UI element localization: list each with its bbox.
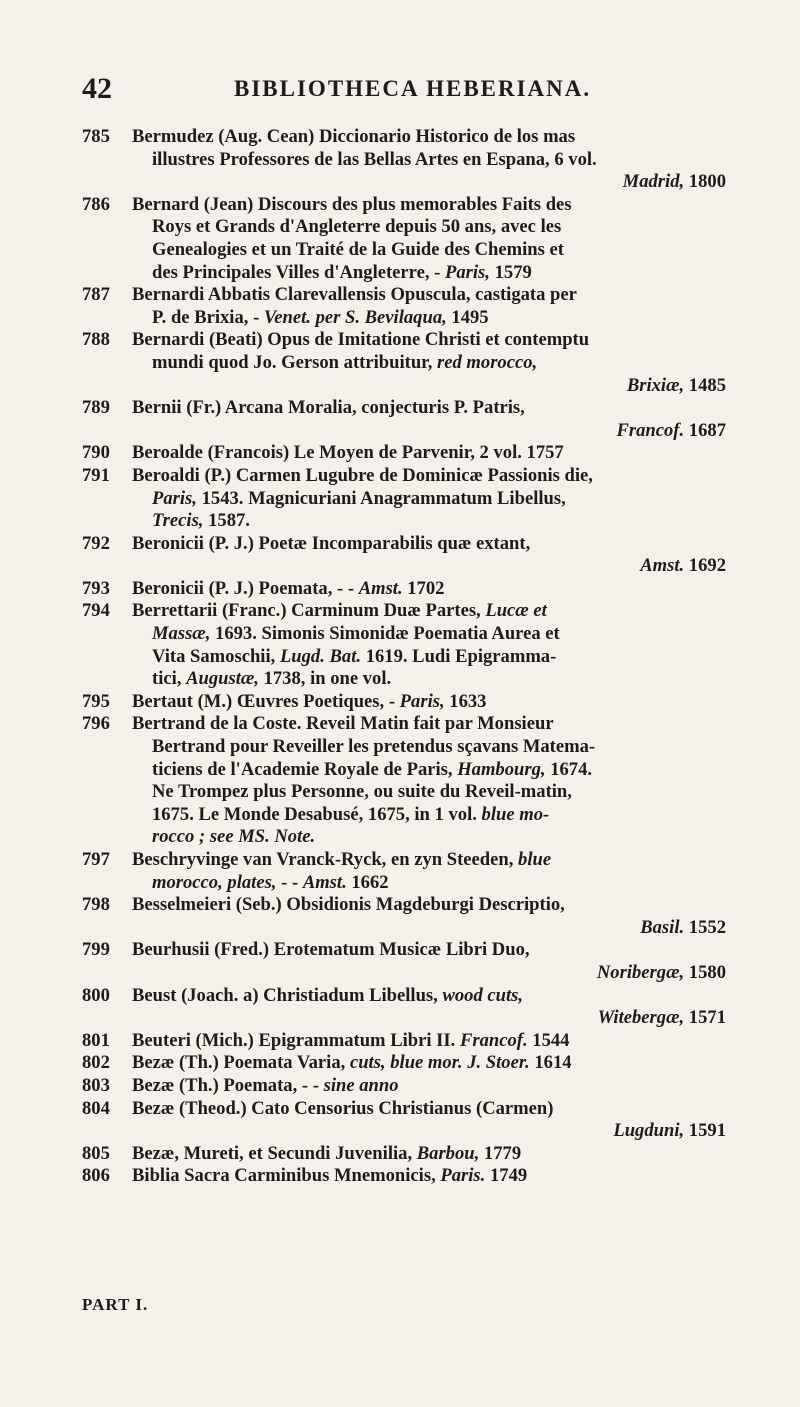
entry-line: [82, 917, 726, 940]
italic-text: Massæ,: [152, 623, 211, 645]
entry-text: 1619. Ludi Epigramma-: [361, 645, 557, 667]
entry-number: 785: [82, 126, 110, 147]
catalogue-entry: [82, 985, 726, 1030]
entry-number: 805: [82, 1142, 110, 1164]
entry-text: 1674.: [545, 758, 593, 780]
entry-line: [82, 533, 726, 556]
entry-line: [82, 1120, 726, 1143]
italic-text: Amst.: [358, 577, 403, 599]
entry-text: Bernardi (Beati) Opus de Imitatione Christi et contemptu: [132, 329, 590, 351]
catalogue-entry: [82, 578, 726, 601]
italic-text: red morocco,: [437, 351, 538, 373]
entry-text: Bertrand de la Coste. Reveil Matin fait par Monsieur: [132, 713, 554, 735]
entry-line: [82, 646, 726, 669]
entry-text: Bezæ (Th.) Poemata Varia,: [132, 1052, 350, 1074]
entry-text: Beroalde (Francois) Le Moyen de Parvenir, 2 vol. 1757: [132, 442, 564, 464]
entry-line: [82, 488, 726, 511]
catalogue-entries: [82, 126, 726, 1188]
catalogue-entry: [82, 849, 726, 894]
catalogue-entry: [82, 1098, 726, 1143]
entry-line: [82, 307, 726, 330]
entry-text: 1544: [527, 1029, 570, 1051]
italic-text: Basil.: [640, 916, 685, 938]
entry-line: [82, 962, 726, 985]
entry-line: [82, 872, 726, 895]
entry-text: Bermudez (Aug. Cean) Diccionario Historico de los mas: [132, 126, 576, 147]
catalogue-entry: [82, 465, 726, 533]
entry-number: 802: [82, 1052, 110, 1074]
entry-text: 1693. Simonis Simonidæ Poematia Aurea et: [210, 623, 560, 645]
entry-text: Beurhusii (Fred.) Erotematum Musicæ Libri Duo,: [132, 939, 530, 961]
entry-line: [82, 1007, 726, 1030]
entry-text: Roys et Grands d'Angleterre depuis 50 ans, avec les: [152, 216, 562, 238]
entry-line: [82, 442, 726, 465]
entry-number: 794: [82, 600, 110, 622]
italic-text: wood cuts,: [442, 984, 524, 1006]
entry-line: [82, 555, 726, 578]
entry-number: 795: [82, 690, 110, 712]
entry-number: 798: [82, 894, 110, 916]
catalogue-entry: [82, 329, 726, 397]
italic-text: Lugduni,: [613, 1120, 685, 1142]
italic-text: morocco, plates,: [152, 871, 277, 893]
entry-text: illustres Professores de las Bellas Artes en Espana, 6 vol.: [152, 148, 597, 170]
entry-text: Ne Trompez plus Personne, ou suite du Reveil-matin,: [152, 781, 572, 803]
entry-line: [82, 194, 726, 217]
entry-line: [82, 985, 726, 1008]
entry-text: Beroaldi (P.) Carmen Lugubre de Dominicæ Passionis die,: [132, 464, 593, 486]
entry-line: [82, 284, 726, 307]
catalogue-entry: [82, 1143, 726, 1166]
entry-line: [82, 804, 726, 827]
entry-text: des Principales Villes d'Angleterre, -: [152, 261, 445, 283]
entry-text: 1580: [684, 961, 726, 983]
italic-text: Lucæ et: [485, 600, 547, 622]
page-header: [82, 72, 722, 112]
entry-text: Bezæ, Mureti, et Secundi Juvenilia,: [132, 1142, 417, 1164]
italic-text: Trecis,: [152, 510, 204, 532]
catalogue-entry: [82, 894, 726, 939]
entry-text: Bernard (Jean) Discours des plus memorables Faits des: [132, 193, 572, 215]
entry-line: [82, 375, 726, 398]
catalogue-entry: [82, 284, 726, 329]
italic-text: Madrid,: [622, 171, 685, 193]
entry-line: [82, 1030, 726, 1053]
italic-text: blue: [518, 849, 552, 870]
entry-text: Beuteri (Mich.) Epigrammatum Libri II.: [132, 1029, 460, 1051]
entry-number: 787: [82, 284, 110, 306]
entry-number: 804: [82, 1097, 110, 1119]
entry-text: Bezæ (Theod.) Cato Censorius Christianus (Carmen): [132, 1097, 554, 1119]
entry-text: mundi quod Jo. Gerson attribuitur,: [152, 351, 437, 373]
entry-text: 1552: [684, 916, 726, 938]
entry-line: [82, 691, 726, 714]
entry-text: Beschryvinge van Vranck-Ryck, en zyn Steeden,: [132, 849, 519, 870]
italic-text: Augustæ,: [186, 668, 259, 690]
italic-text: Francof.: [459, 1029, 528, 1051]
catalogue-entry: [82, 939, 726, 984]
entry-text: Genealogies et un Traité de la Guide des Chemins et: [152, 238, 564, 260]
entry-text: 1675. Le Monde Desabusé, 1675, in 1 vol.: [152, 803, 482, 825]
catalogue-entry: [82, 600, 726, 690]
italic-text: blue mo-: [481, 803, 550, 825]
entry-text: Beronicii (P. J.) Poemata, - -: [132, 577, 359, 599]
entry-text: 1749: [485, 1165, 528, 1187]
entry-line: [82, 510, 726, 533]
italic-text: Noribergæ,: [596, 961, 685, 983]
entry-text: Bernii (Fr.) Arcana Moralia, conjecturis P. Patris,: [132, 397, 525, 419]
catalogue-entry: [82, 533, 726, 578]
entry-text: 1495: [446, 306, 489, 328]
entry-text: 1702: [402, 577, 445, 599]
entry-text: 1800: [684, 171, 726, 193]
italic-text: Paris.: [440, 1165, 486, 1187]
entry-line: [82, 578, 726, 601]
entry-line: [82, 668, 726, 691]
entry-line: [82, 352, 726, 375]
catalogue-entry: [82, 397, 726, 442]
italic-text: Amst.: [640, 555, 685, 577]
entry-number: 800: [82, 984, 110, 1006]
entry-text: Bertaut (M.) Œuvres Poetiques, -: [132, 690, 400, 712]
entry-text: tici,: [152, 668, 187, 690]
entry-number: 796: [82, 713, 110, 735]
entry-text: 1485: [684, 374, 726, 396]
entry-text: 1587.: [203, 510, 250, 532]
entry-number: 790: [82, 442, 110, 464]
italic-text: Brixiæ,: [626, 374, 685, 396]
italic-text: Paris,: [152, 487, 197, 509]
entry-line: [82, 623, 726, 646]
entry-line: [82, 849, 726, 872]
entry-line: [82, 262, 726, 285]
catalogue-entry: [82, 194, 726, 284]
entry-text: 1738, in one vol.: [258, 668, 392, 690]
entry-number: 792: [82, 532, 110, 554]
entry-text: - -: [276, 871, 303, 893]
entry-number: 786: [82, 193, 110, 215]
entry-line: [82, 894, 726, 917]
entry-line: [82, 239, 726, 262]
italic-text: Francof.: [616, 419, 685, 441]
entry-line: [82, 329, 726, 352]
italic-text: Paris,: [399, 690, 445, 712]
entry-text: 1579: [489, 261, 532, 283]
entry-text: 1614: [529, 1052, 572, 1074]
italic-text: sine anno: [323, 1074, 399, 1096]
italic-text: Witebergæ,: [597, 1007, 685, 1029]
entry-line: [82, 216, 726, 239]
running-title: BIBLIOTHECA HEBERIANA.: [234, 76, 592, 101]
entry-line: [82, 826, 726, 849]
entry-line: [82, 1143, 726, 1166]
entry-text: Besselmeieri (Seb.) Obsidionis Magdeburgi Descriptio,: [132, 894, 565, 916]
italic-text: rocco ; see MS. Note.: [152, 826, 316, 848]
entry-line: [82, 1052, 726, 1075]
entry-line: [82, 1165, 726, 1188]
entry-text: Bertrand pour Reveiller les pretendus sçavans Matema-: [152, 736, 596, 758]
entry-number: 803: [82, 1074, 110, 1096]
catalogue-entry: [82, 713, 726, 849]
entry-number: 797: [82, 849, 110, 870]
entry-number: 789: [82, 397, 110, 419]
entry-text: Beust (Joach. a) Christiadum Libellus,: [132, 984, 443, 1006]
catalogue-entry: [82, 1052, 726, 1075]
catalogue-entry: [82, 442, 726, 465]
entry-text: 1662: [346, 871, 389, 893]
entry-text: 1591: [684, 1120, 726, 1142]
entry-line: [82, 759, 726, 782]
entry-text: ticiens de l'Academie Royale de Paris,: [152, 758, 458, 780]
entry-line: [82, 939, 726, 962]
entry-number: 791: [82, 464, 110, 486]
italic-text: Venet. per S. Bevilaqua,: [263, 306, 447, 328]
catalogue-entry: [82, 126, 726, 194]
entry-text: Biblia Sacra Carminibus Mnemonicis,: [132, 1165, 441, 1187]
italic-text: Paris,: [445, 261, 490, 283]
italic-text: Hambourg,: [457, 758, 546, 780]
entry-text: Vita Samoschii,: [152, 645, 280, 667]
entry-text: P. de Brixia, -: [152, 306, 264, 328]
entry-line: [82, 397, 726, 420]
entry-line: [82, 713, 726, 736]
italic-text: Amst.: [302, 871, 347, 893]
entry-text: 1633: [444, 690, 487, 712]
entry-line: [82, 126, 726, 149]
catalogue-entry: [82, 1030, 726, 1053]
entry-line: [82, 465, 726, 488]
entry-line: [82, 1098, 726, 1121]
entry-line: [82, 736, 726, 759]
entry-text: 1571: [684, 1007, 726, 1029]
entry-number: 793: [82, 577, 110, 599]
entry-number: 799: [82, 939, 110, 961]
entry-number: 806: [82, 1165, 110, 1187]
entry-line: [82, 1075, 726, 1098]
entry-line: [82, 781, 726, 804]
entry-text: 1779: [479, 1142, 522, 1164]
entry-number: 788: [82, 329, 110, 351]
entry-line: [82, 600, 726, 623]
entry-text: Bernardi Abbatis Clarevallensis Opuscula, castigata per: [132, 284, 577, 306]
entry-line: [82, 420, 726, 443]
catalogue-entry: [82, 1075, 726, 1098]
entry-text: Bezæ (Th.) Poemata, - -: [132, 1074, 324, 1096]
entry-text: 1543. Magnicuriani Anagrammatum Libellus,: [196, 487, 566, 509]
catalogue-entry: [82, 691, 726, 714]
entry-line: [82, 171, 726, 194]
page-number: 42: [82, 72, 112, 105]
catalogue-entry: [82, 1165, 726, 1188]
entry-text: 1692: [684, 555, 726, 577]
entry-text: Berrettarii (Franc.) Carminum Duæ Partes,: [132, 600, 486, 622]
entry-line: [82, 149, 726, 172]
italic-text: Lugd. Bat.: [279, 645, 362, 667]
italic-text: Barbou,: [416, 1142, 480, 1164]
entry-number: 801: [82, 1029, 110, 1051]
signature-mark: PART I.: [82, 1295, 149, 1314]
entry-text: 1687: [684, 419, 726, 441]
entry-text: Beronicii (P. J.) Poetæ Incomparabilis quæ extant,: [132, 532, 531, 554]
italic-text: cuts, blue mor. J. Stoer.: [349, 1052, 530, 1074]
